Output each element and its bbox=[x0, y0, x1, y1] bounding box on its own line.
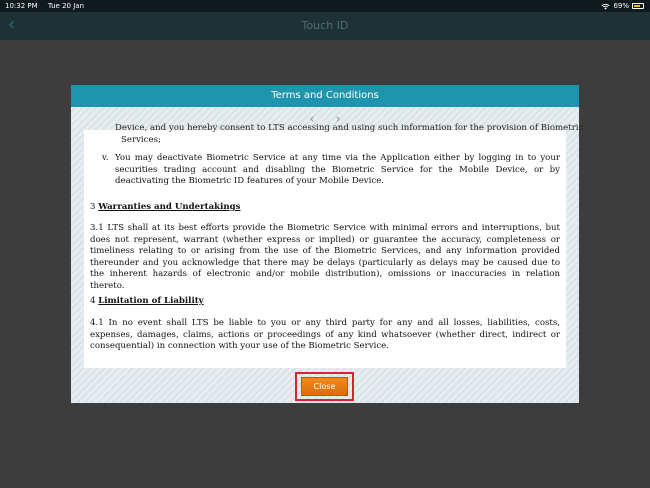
list-item-text: You may deactivate Biometric Service at any time via the Application either by logging in to your securities trading account and disabling the Biometric Service for the Mobile Device, or by deactivating the Biometric ID features of your Mobile Device. bbox=[115, 153, 560, 186]
wifi-icon bbox=[601, 3, 610, 10]
close-highlight bbox=[295, 372, 354, 401]
nav-bar bbox=[0, 12, 650, 40]
back-chevron-icon[interactable]: ‹ bbox=[8, 14, 16, 35]
services-line: Services; bbox=[121, 135, 161, 145]
status-time: 10:32 PM bbox=[5, 2, 38, 10]
section-4-heading bbox=[90, 296, 560, 308]
status-date: Tue 20 Jan bbox=[47, 2, 85, 10]
next-page-icon[interactable]: › bbox=[335, 112, 341, 127]
section-3-heading bbox=[90, 202, 560, 214]
section-3-title: Warranties and Undertakings bbox=[98, 202, 241, 212]
battery-icon bbox=[632, 3, 644, 9]
terms-content[interactable] bbox=[84, 123, 584, 368]
terms-modal bbox=[71, 85, 584, 403]
section-4-title: Limitation of Liability bbox=[98, 296, 204, 306]
close-button[interactable]: Close bbox=[301, 377, 348, 396]
nav-title: Touch ID bbox=[301, 19, 349, 32]
section-3-number: 3 bbox=[90, 202, 96, 212]
clipped-line: Device, and you hereby consent to LTS accessing and using such information for the provision of Biometric bbox=[115, 123, 584, 133]
battery-percent: 69% bbox=[613, 2, 629, 10]
status-bar bbox=[0, 0, 650, 12]
modal-title: Terms and Conditions bbox=[71, 85, 579, 107]
section-4-1-text: 4.1 In no event shall LTS be liable to you or any third party for any and all losses, liabilities, costs, expenses, damages, claims, actions or proceedings of any kind whatsoever (whether direct, indirect or consequential) in connection with your use of the Biometric Service. bbox=[90, 318, 560, 351]
section-4-number: 4 bbox=[90, 296, 96, 306]
section-3-1-text: 3.1 LTS shall at its best efforts provide the Biometric Service with minimal errors and interruptions, but does not represent, warrant (whether express or implied) or guarantee the accuracy, completeness or timeliness relating to or arising from the use of the Biometric Services, and any information provided thereunder and you acknowledge that there may be delays (particularly as delays may be caused due to the inherent hazards of electronic and/or mobile distribution), omissions or inaccuracies in relation thereto. bbox=[90, 223, 560, 291]
list-item-number: v. bbox=[102, 153, 109, 163]
prev-page-icon[interactable]: ‹ bbox=[309, 112, 315, 127]
